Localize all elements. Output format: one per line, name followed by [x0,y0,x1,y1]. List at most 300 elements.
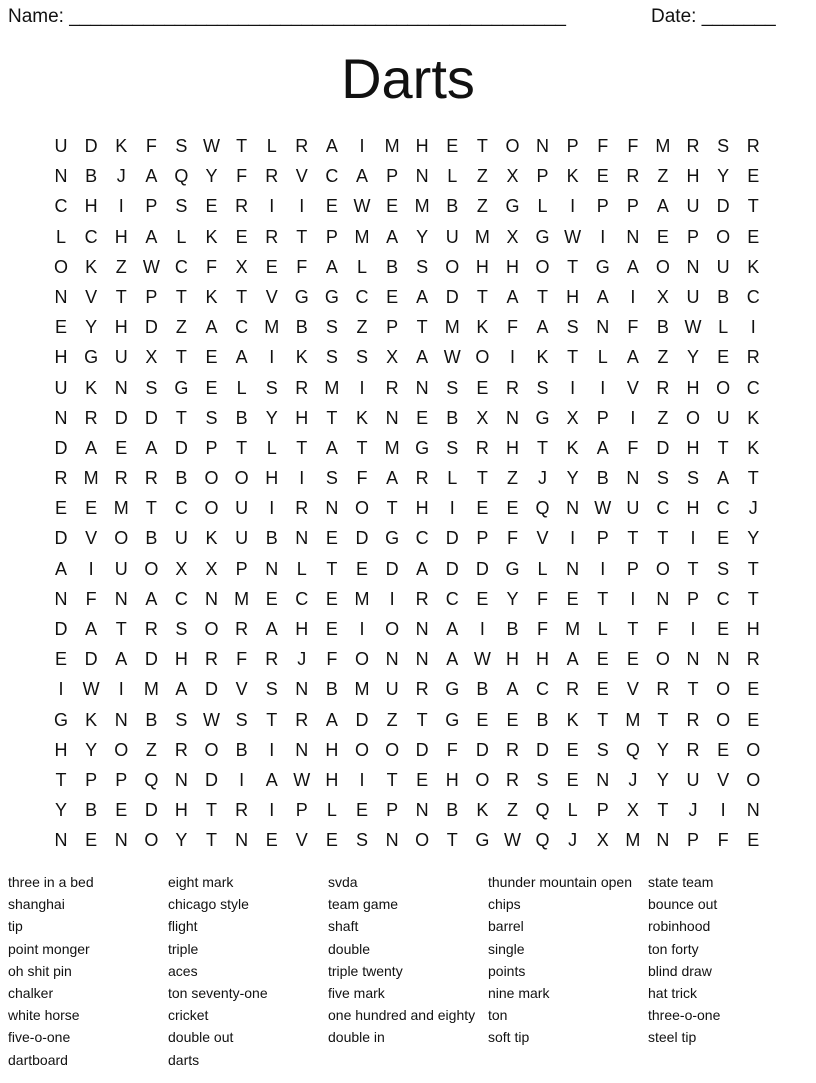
word-list-item: three in a bed [8,874,94,890]
grid-letter: G [445,679,460,700]
grid-letter: B [476,679,489,700]
header [8,6,808,30]
grid-letter: O [445,256,460,277]
grid-row [46,373,768,403]
grid-letter: E [506,709,519,730]
word-list-item: ton seventy-one [168,984,268,1001]
grid-letter: T [747,588,759,609]
grid-letter: T [717,437,729,458]
word-list-item: thunder mountain open [488,874,632,890]
grid-letter: O [54,256,69,277]
grid-letter: I [269,196,275,217]
grid-letter: E [596,166,609,187]
grid-letter: L [597,347,608,368]
grid-letter: S [175,619,188,639]
grid-letter: R [505,739,519,760]
grid-letter: G [174,377,189,398]
grid-letter: D [475,558,489,579]
grid-letter: L [176,226,187,247]
word-list-item: shanghai [8,896,65,913]
grid-row [46,554,768,584]
grid-letter: T [175,286,187,307]
grid-letter: H [686,498,700,519]
grid-letter: C [656,498,670,519]
grid-letter: T [687,558,699,579]
grid-letter: T [657,528,669,549]
grid-letter: I [630,588,636,609]
grid-letter: O [475,347,490,368]
grid-letter: C [415,528,429,549]
grid-row [46,222,768,252]
grid-letter: A [446,619,459,639]
grid-letter: G [385,528,400,549]
grid-letter: P [145,286,158,307]
grid-letter: N [54,166,68,187]
grid-letter: Y [55,800,68,821]
grid-letter: W [142,256,160,277]
grid-letter: S [656,468,669,489]
grid-letter: C [235,317,249,338]
grid-letter: L [266,136,277,156]
grid-letter: A [386,226,399,247]
word-column [328,872,488,1072]
grid-letter: E [747,166,760,187]
grid-letter: U [235,498,249,519]
grid-letter: D [385,558,399,579]
grid-letter: I [88,558,94,579]
grid-letter: U [385,679,399,700]
word-list-item: barrel [488,918,524,935]
grid-letter: I [118,196,124,217]
grid-letter: W [564,226,582,247]
grid-letter: A [85,619,98,639]
grid-letter: D [144,649,158,670]
grid-letter: L [718,317,729,338]
word-list-item: nine mark [488,984,550,1001]
grid-letter: S [175,196,188,217]
grid-letter: N [325,498,339,519]
grid-letter: D [355,528,369,549]
grid-letter: O [234,468,249,489]
grid-row [46,342,768,372]
grid-letter: H [686,437,700,458]
grid-letter: Z [386,709,398,730]
grid-letter: E [747,709,760,730]
grid-letter: P [85,769,98,790]
grid-letter: U [445,226,459,247]
grid-letter: R [144,468,158,489]
grid-letter: F [326,649,338,670]
grid-letter: S [175,136,188,156]
grid-letter: O [716,679,731,700]
grid-letter: G [535,226,550,247]
grid-letter: M [83,468,99,489]
word-list-item: steel tip [648,1029,697,1046]
grid-letter: X [626,800,639,821]
grid-letter: R [505,377,519,398]
grid-letter: E [476,588,489,609]
grid-letter: W [293,769,311,790]
grid-letter: J [116,166,126,187]
grid-letter: G [505,196,520,217]
grid-letter: T [597,709,609,730]
grid-letter: H [415,498,429,519]
grid-letter: R [656,679,670,700]
grid-letter: N [415,649,429,670]
grid-letter: V [626,377,639,398]
grid-letter: R [566,679,580,700]
grid-letter: T [236,136,248,156]
grid-letter: O [475,769,490,790]
grid-letter: O [354,739,369,760]
grid-letter: S [325,317,338,338]
word-list-item: five-o-one [8,1029,71,1046]
grid-letter: E [446,136,459,156]
grid-letter: A [265,769,278,790]
word-list-item: svda [328,874,358,890]
grid-letter: A [175,679,188,700]
grid-letter: E [626,649,639,670]
grid-letter: M [324,377,340,398]
word-list-item: ton forty [648,940,699,957]
word-list-item: ton [488,1007,508,1024]
word-list-item: tip [8,918,23,935]
grid-letter: U [54,377,68,398]
grid-letter: A [506,679,519,700]
grid-letter: J [568,830,578,851]
grid-letter: W [203,136,221,156]
name-field-label: Name: _______________________________________________ [8,6,566,27]
grid-letter: S [717,558,730,579]
grid-letter: W [503,830,521,851]
grid-letter: L [537,196,548,217]
grid-letter: R [265,166,279,187]
grid-letter: Z [506,468,518,489]
grid-letter: B [235,407,248,428]
grid-letter: I [389,588,395,609]
grid-letter: F [236,649,248,670]
grid-letter: Y [506,588,519,609]
grid-letter: K [566,166,579,187]
grid-letter: P [536,166,549,187]
grid-letter: C [716,498,730,519]
grid-letter: I [269,347,275,368]
word-list-item: aces [168,962,198,979]
grid-letter: J [748,498,758,519]
grid-letter: B [717,286,730,307]
grid-letter: O [114,739,129,760]
grid-letter: C [746,286,760,307]
grid-letter: N [295,528,309,549]
grid-letter: D [536,739,550,760]
grid-letter: X [386,347,399,368]
grid-letter: F [506,528,518,549]
grid-letter: N [174,769,188,790]
grid-letter: Z [476,166,488,187]
grid-letter: U [114,347,128,368]
grid-letter: P [205,437,218,458]
grid-letter: A [145,588,158,609]
grid-row [46,523,768,553]
grid-letter: B [446,407,459,428]
grid-letter: G [324,286,339,307]
grid-letter: R [686,136,700,156]
grid-letter: N [205,588,219,609]
grid-letter: W [82,679,100,700]
grid-letter: E [55,317,68,338]
grid-letter: T [386,498,398,519]
grid-letter: V [85,286,98,307]
grid-letter: G [445,709,460,730]
grid-letter: M [655,136,671,156]
word-list-item: eight mark [168,874,234,890]
grid-letter: E [476,377,489,398]
grid-letter: O [144,558,159,579]
grid-letter: R [114,468,128,489]
grid-letter: B [656,317,669,338]
word-list-item: chicago style [168,896,249,913]
grid-letter: Y [205,166,218,187]
grid-letter: O [746,739,761,760]
grid-letter: Z [657,347,669,368]
grid-letter: I [750,317,756,338]
grid-letter: A [325,256,338,277]
grid-letter: E [386,196,399,217]
grid-letter: H [295,407,309,428]
grid-letter: P [476,528,489,549]
grid-letter: T [657,800,669,821]
grid-letter: I [359,377,365,398]
grid-letter: Y [265,407,278,428]
grid-letter: I [720,800,726,821]
grid-letter: I [509,347,515,368]
grid-letter: X [145,347,158,368]
grid-letter: K [205,226,218,247]
grid-letter: E [717,528,730,549]
grid-letter: K [566,437,579,458]
grid-letter: V [626,679,639,700]
grid-letter: K [205,286,218,307]
grid-letter: N [114,709,128,730]
grid-letter: N [385,830,399,851]
grid-letter: M [264,317,280,338]
grid-letter: N [596,317,610,338]
word-list-item: triple twenty [328,962,403,979]
grid-row [46,282,768,312]
grid-letter: F [537,588,549,609]
grid-letter: R [265,649,279,670]
grid-letter: L [236,377,247,398]
grid-letter: H [686,166,700,187]
grid-letter: K [747,407,760,428]
grid-letter: J [688,800,698,821]
grid-letter: Z [115,256,127,277]
grid-letter: K [85,377,98,398]
grid-letter: X [656,286,669,307]
grid-letter: E [325,830,338,851]
grid-letter: E [55,498,68,519]
grid-letter: E [416,407,429,428]
grid-letter: T [296,226,308,247]
grid-letter: R [746,649,760,670]
grid-letter: A [566,649,579,670]
grid-letter: F [296,256,308,277]
grid-letter: F [236,166,248,187]
grid-letter: L [597,619,608,639]
grid-letter: X [596,830,609,851]
grid-letter: E [506,498,519,519]
grid-letter: I [299,196,305,217]
grid-letter: X [205,558,218,579]
grid-letter: D [84,649,98,670]
grid-letter: O [655,558,670,579]
grid-letter: E [747,830,760,851]
grid-letter: E [596,679,609,700]
grid-row [46,795,768,825]
grid-letter: Y [85,739,98,760]
grid-letter: A [55,558,68,579]
word-list-item: blind draw [648,962,712,979]
grid-letter: U [114,558,128,579]
grid-letter: E [476,709,489,730]
grid-letter: W [353,196,371,217]
grid-letter: T [657,709,669,730]
grid-letter: F [506,317,518,338]
grid-letter: R [686,739,700,760]
grid-letter: H [536,649,550,670]
grid-letter: C [325,166,339,187]
grid-letter: T [356,437,368,458]
grid-letter: I [449,498,455,519]
grid-letter: O [746,769,761,790]
grid-letter: L [447,468,458,489]
grid-letter: L [266,437,277,458]
grid-letter: A [656,196,669,217]
grid-letter: G [54,709,69,730]
grid-letter: S [355,347,368,368]
grid-letter: H [114,226,128,247]
grid-letter: W [594,498,612,519]
grid-letter: C [716,588,730,609]
grid-letter: Y [566,468,579,489]
grid-letter: Q [144,769,159,790]
grid-letter: B [446,800,459,821]
grid-letter: B [446,196,459,217]
grid-letter: P [235,558,248,579]
grid-letter: F [206,256,218,277]
grid-letter: F [145,136,157,156]
grid-letter: R [626,166,640,187]
grid-letter: T [236,437,248,458]
grid-letter: O [686,407,701,428]
grid-letter: T [326,558,338,579]
grid-letter: H [475,256,489,277]
grid-letter: H [54,739,68,760]
grid-letter: U [686,286,700,307]
grid-letter: B [175,468,188,489]
grid-letter: I [570,196,576,217]
grid-letter: F [657,619,669,639]
grid-letter: R [265,226,279,247]
grid-letter: O [716,226,731,247]
grid-letter: R [505,769,519,790]
grid-letter: L [296,558,307,579]
word-list-item: double out [168,1029,234,1046]
grid-letter: M [143,679,159,700]
grid-letter: O [415,830,430,851]
word-list-item: cricket [168,1007,209,1024]
grid-letter: I [600,558,606,579]
grid-letter: A [416,286,429,307]
grid-letter: G [595,256,610,277]
grid-letter: N [566,558,580,579]
grid-letter: C [174,588,188,609]
grid-letter: A [145,437,158,458]
grid-letter: N [385,407,399,428]
grid-letter: K [205,528,218,549]
grid-letter: R [295,498,309,519]
grid-letter: K [536,347,549,368]
grid-letter: S [717,136,730,156]
grid-letter: N [265,558,279,579]
word-list-item: one hundred and eighty [328,1007,476,1024]
grid-letter: T [416,317,428,338]
grid-letter: N [415,800,429,821]
grid-letter: A [386,468,399,489]
grid-letter: A [596,437,609,458]
word-list-item: chalker [8,984,54,1001]
grid-letter: R [686,709,700,730]
grid-letter: R [235,619,249,639]
grid-letter: Z [476,196,488,217]
grid-letter: L [447,166,458,187]
word-list-item: flight [168,918,198,935]
grid-letter: R [415,588,429,609]
grid-letter: C [54,196,68,217]
grid-letter: T [296,437,308,458]
grid-letter: G [294,286,309,307]
grid-letter: N [295,739,309,760]
grid-letter: R [235,196,249,217]
grid-letter: K [747,256,760,277]
grid-letter: V [717,769,730,790]
grid-letter: T [115,619,127,639]
grid-letter: O [204,619,219,639]
grid-row [46,735,768,765]
grid-letter: O [114,528,129,549]
grid-letter: H [445,769,459,790]
grid-letter: B [295,317,308,338]
grid-letter: D [174,437,188,458]
grid-letter: H [505,649,519,670]
grid-letter: O [204,739,219,760]
word-list-item: team game [328,896,399,913]
grid-letter: O [655,649,670,670]
grid-letter: L [356,256,367,277]
grid-letter: K [476,800,489,821]
grid-letter: R [54,468,68,489]
word-list [8,872,816,1072]
grid-letter: N [295,679,309,700]
grid-letter: A [145,166,158,187]
grid-letter: Y [687,347,700,368]
grid-letter: T [175,347,187,368]
grid-letter: O [505,136,520,156]
grid-letter: S [235,709,248,730]
date-field-label: Date: _______ [651,6,776,27]
grid-letter: K [295,347,308,368]
grid-letter: D [445,558,459,579]
